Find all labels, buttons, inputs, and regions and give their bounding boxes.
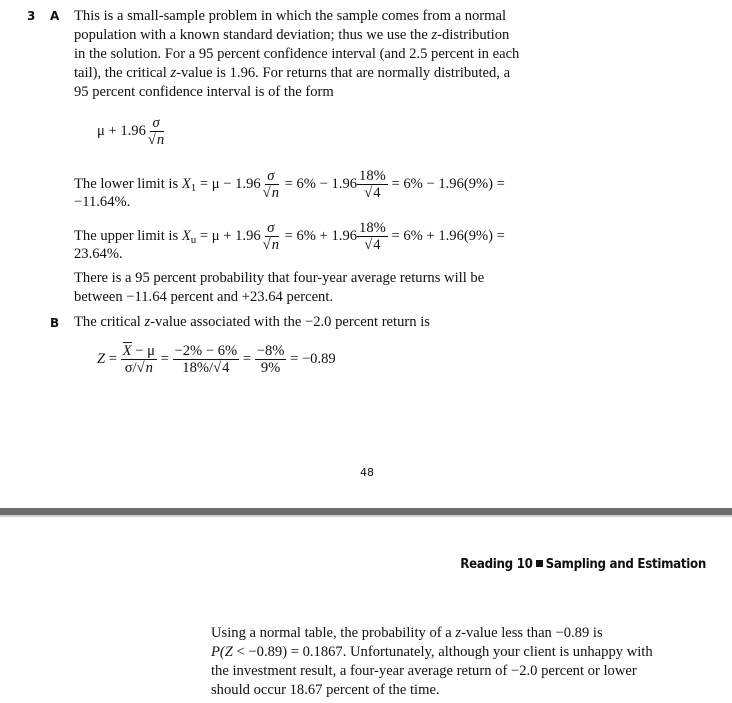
- page-divider: [0, 508, 732, 515]
- question-number: 3: [27, 9, 36, 23]
- part-a-label: A: [50, 9, 60, 23]
- part-a-line-2: population with a known standard deviation; thus we use the z-distribution: [74, 27, 510, 43]
- running-header: Reading 10 Sampling and Estimation: [460, 557, 706, 572]
- page2-line-1: Using a normal table, the probability of a z-value less than −0.89 is: [211, 625, 603, 641]
- upper-limit-equation: The upper limit is $X_u = \mu + 1.96$ $\frac{\sigma}{√n}$ = 6% + 1.96 $\frac{18\%}{√4}$ = 6% + 1.96(9%) =: [74, 220, 505, 254]
- ci-formula: μ + 1.96 $\frac{\sigma}{√n}$: [97, 115, 165, 149]
- upper-limit-result: 23.64%.: [74, 246, 123, 262]
- page2-line-4: should occur 18.67 percent of the time.: [211, 682, 440, 698]
- page2-line-3: the investment result, a four-year average return of −2.0 percent or lower: [211, 663, 637, 679]
- part-a-line-4: tail), the critical z-value is 1.96. For returns that are normally distributed, a: [74, 65, 511, 81]
- page-number: 48: [360, 466, 374, 479]
- page2-paragraph: [211, 624, 711, 700]
- part-b-text: The critical z-value associated with the −2.0 percent return is: [74, 314, 430, 330]
- part-a-line-3: in the solution. For a 95 percent confidence interval (and 2.5 percent in each: [74, 46, 520, 62]
- part-b-label: B: [50, 316, 60, 330]
- part-a-line-5: 95 percent confidence interval is of the form: [74, 84, 334, 100]
- page-divider-shadow: [0, 515, 732, 517]
- lower-limit-equation: The lower limit is $X_1 = \mu - 1.96$ $\frac{\sigma}{√n}$ = 6% − 1.96 $\frac{18\%}{√4}$ = 6% − 1.96(9%) =: [74, 168, 505, 202]
- part-a-conclusion: There is a 95 percent probability that four-year average returns will be between −11.64 percent and +23.64 percent.: [74, 270, 485, 305]
- header-separator-square: [536, 560, 543, 567]
- z-value-equation: Z = $\frac{X - \mu}{\sigma/√n}$ = $\frac{-2\% - 6\%}{18\%/√4}$ = $\frac{-8\%}{9\%}$ = −0.89: [97, 343, 336, 377]
- part-a-paragraph: [74, 7, 594, 102]
- part-a-line-1: This is a small-sample problem in which the sample comes from a normal: [74, 8, 507, 24]
- lower-limit-result: −11.64%.: [74, 194, 131, 210]
- page2-line-2: P(Z < −0.89) = 0.1867. Unfortunately, although your client is unhappy with: [211, 644, 653, 660]
